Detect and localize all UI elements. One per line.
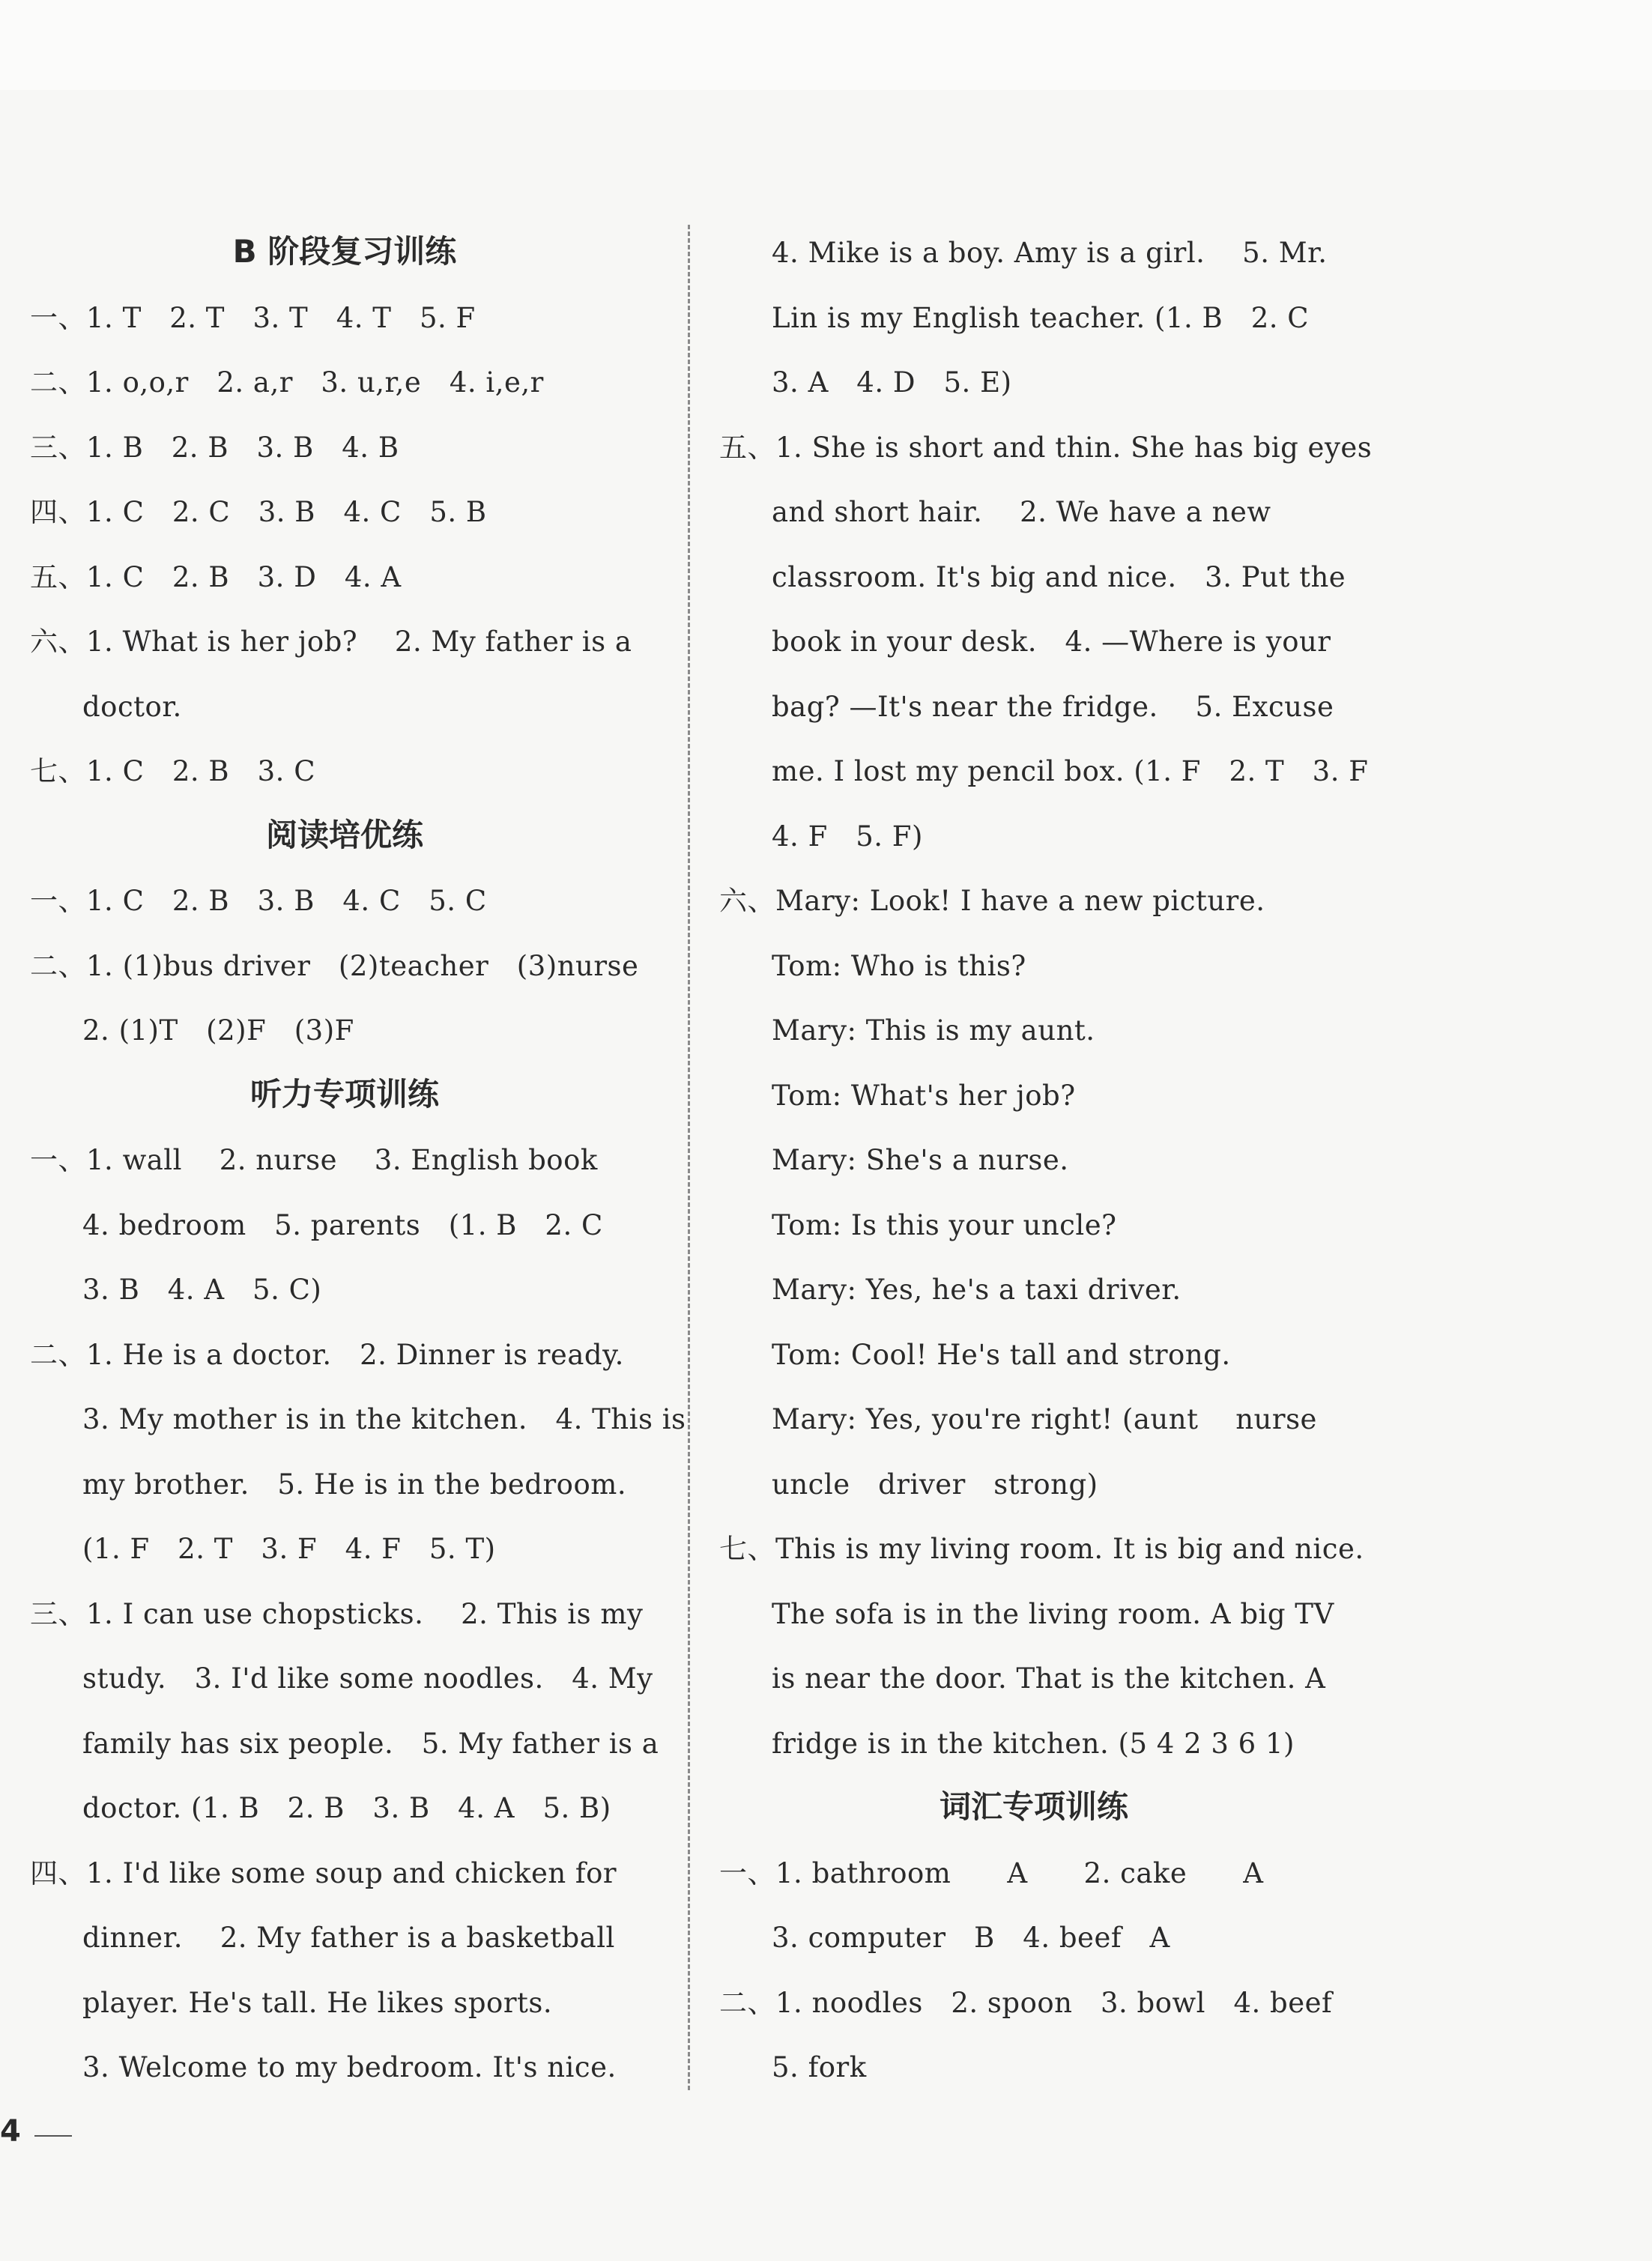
answer-line: 一、1. bathroom A 2. cake A bbox=[719, 1856, 1264, 1889]
answer-line: study. 3. I'd like some noodles. 4. My bbox=[82, 1662, 653, 1695]
section-heading: 词汇专项训练 bbox=[939, 1788, 1128, 1825]
answer-line: classroom. It's big and nice. 3. Put the bbox=[772, 560, 1346, 593]
answer-line: fridge is in the kitchen. (5 4 2 3 6 1) bbox=[772, 1727, 1295, 1760]
answer-line: 七、1. C 2. B 3. C bbox=[30, 755, 315, 787]
answer-line: 四、1. C 2. C 3. B 4. C 5. B bbox=[30, 496, 487, 528]
answer-line: 一、1. C 2. B 3. B 4. C 5. C bbox=[30, 885, 487, 917]
answer-line: 3. My mother is in the kitchen. 4. This is bbox=[82, 1403, 686, 1435]
answer-line: 4. Mike is a boy. Amy is a girl. 5. Mr. bbox=[772, 237, 1328, 269]
section-heading: 听力专项训练 bbox=[249, 1075, 439, 1113]
answer-line: 4. bedroom 5. parents (1. B 2. C bbox=[82, 1208, 603, 1241]
top-margin bbox=[0, 0, 1652, 90]
answer-line: 一、1. T 2. T 3. T 4. T 5. F bbox=[30, 301, 476, 334]
answer-line: 六、1. What is her job? 2. My father is a bbox=[30, 626, 632, 658]
answer-line: 二、1. (1)bus driver (2)teacher (3)nurse bbox=[30, 949, 639, 982]
answer-line: and short hair. 2. We have a new bbox=[772, 496, 1271, 528]
answer-line: Tom: Is this your uncle? bbox=[772, 1208, 1117, 1241]
answer-line: 四、1. I'd like some soup and chicken for bbox=[30, 1856, 617, 1889]
answer-line: doctor. bbox=[82, 690, 182, 723]
answer-line: 一、1. wall 2. nurse 3. English book bbox=[30, 1144, 598, 1176]
answer-line: my brother. 5. He is in the bedroom. bbox=[82, 1468, 627, 1501]
answer-line: 二、1. noodles 2. spoon 3. bowl 4. beef bbox=[719, 1986, 1333, 2019]
answer-line: 3. A 4. D 5. E) bbox=[772, 366, 1012, 399]
page-number: 4 bbox=[0, 2114, 21, 2149]
answer-line: 5. fork bbox=[772, 2051, 867, 2083]
answer-line: 五、1. She is short and thin. She has big eyes bbox=[719, 431, 1373, 464]
answer-line: dinner. 2. My father is a basketball bbox=[82, 1922, 615, 1954]
answer-line: Mary: This is my aunt. bbox=[772, 1014, 1095, 1047]
answer-line: Mary: Yes, he's a taxi driver. bbox=[772, 1274, 1181, 1306]
answer-line: (1. F 2. T 3. F 4. F 5. T) bbox=[82, 1533, 496, 1565]
answer-line: 二、1. o,o,r 2. a,r 3. u,r,e 4. i,e,r bbox=[30, 366, 544, 399]
answer-line: 三、1. I can use chopsticks. 2. This is my bbox=[30, 1597, 644, 1630]
answer-line: is near the door. That is the kitchen. A bbox=[772, 1662, 1326, 1695]
answer-line: family has six people. 5. My father is a bbox=[82, 1727, 659, 1760]
answer-line: book in your desk. 4. —Where is your bbox=[772, 626, 1331, 658]
answer-line: doctor. (1. B 2. B 3. B 4. A 5. B) bbox=[82, 1792, 611, 1824]
answer-line: Tom: What's her job? bbox=[772, 1079, 1076, 1112]
answer-line: 三、1. B 2. B 3. B 4. B bbox=[30, 431, 399, 464]
answer-line: Lin is my English teacher. (1. B 2. C bbox=[772, 301, 1310, 334]
answer-line: me. I lost my pencil box. (1. F 2. T 3. F bbox=[772, 755, 1369, 787]
answer-line: 4. F 5. F) bbox=[772, 820, 923, 853]
answer-line: The sofa is in the living room. A big TV bbox=[772, 1597, 1334, 1630]
answer-line: 3. computer B 4. beef A bbox=[772, 1922, 1170, 1954]
answer-line: 3. Welcome to my bedroom. It's nice. bbox=[82, 2051, 617, 2083]
answer-line: bag? —It's near the fridge. 5. Excuse bbox=[772, 690, 1334, 723]
answer-line: Mary: She's a nurse. bbox=[772, 1144, 1069, 1176]
answer-line: Tom: Who is this? bbox=[772, 949, 1026, 982]
section-heading: B 阶段复习训练 bbox=[232, 233, 457, 270]
answer-line: 五、1. C 2. B 3. D 4. A bbox=[30, 560, 402, 593]
answer-line: player. He's tall. He likes sports. bbox=[82, 1986, 553, 2019]
answer-line: Mary: Yes, you're right! (aunt nurse bbox=[772, 1403, 1317, 1435]
answer-line: 3. B 4. A 5. C) bbox=[82, 1274, 322, 1306]
answer-line: 六、Mary: Look! I have a new picture. bbox=[719, 885, 1265, 917]
answer-line: 2. (1)T (2)F (3)F bbox=[82, 1014, 354, 1047]
answer-line: Tom: Cool! He's tall and strong. bbox=[772, 1338, 1231, 1371]
answer-line: 二、1. He is a doctor. 2. Dinner is ready. bbox=[30, 1338, 624, 1371]
column-divider bbox=[688, 225, 690, 2090]
answer-line: uncle driver strong) bbox=[772, 1468, 1098, 1501]
section-heading: 阅读培优练 bbox=[265, 816, 423, 853]
answer-line: 七、This is my living room. It is big and nice. bbox=[719, 1533, 1364, 1565]
page-number-dash bbox=[34, 2135, 72, 2137]
